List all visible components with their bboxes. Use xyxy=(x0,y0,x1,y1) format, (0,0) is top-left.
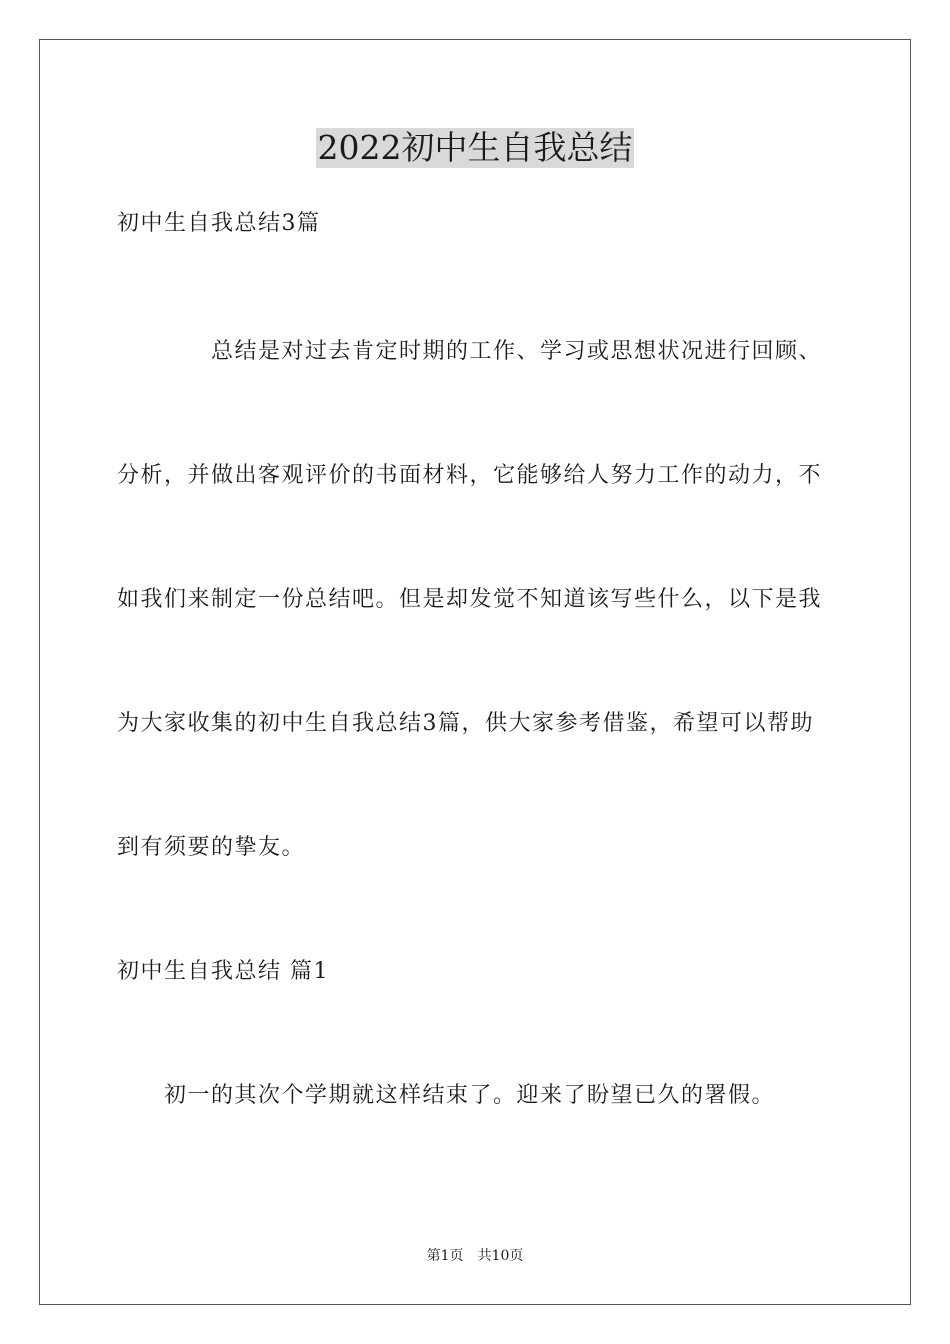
intro-paragraph-line-5: 到有须要的挚友。 xyxy=(117,835,306,860)
title-container xyxy=(0,128,950,168)
document-subtitle: 初中生自我总结3篇 xyxy=(117,211,321,236)
intro-paragraph-line-4: 为大家收集的初中生自我总结3篇，供大家参考借鉴，希望可以帮助 xyxy=(117,711,814,736)
intro-paragraph-line-1: 总结是对过去肯定时期的工作、学习或思想状况进行回顾、 xyxy=(211,339,823,364)
intro-paragraph-line-2: 分析，并做出客观评价的书面材料，它能够给人努力工作的动力，不 xyxy=(117,463,823,488)
page-number-footer: 第1页 共10页 xyxy=(426,1248,524,1264)
body-paragraph-line-1: 初一的其次个学期就这样结束了。迎来了盼望已久的署假。 xyxy=(164,1083,776,1108)
section-heading: 初中生自我总结 篇1 xyxy=(117,959,329,984)
intro-paragraph-line-3: 如我们来制定一份总结吧。但是却发觉不知道该写些什么，以下是我 xyxy=(117,587,823,612)
document-title: 2022初中生自我总结 xyxy=(317,128,633,167)
